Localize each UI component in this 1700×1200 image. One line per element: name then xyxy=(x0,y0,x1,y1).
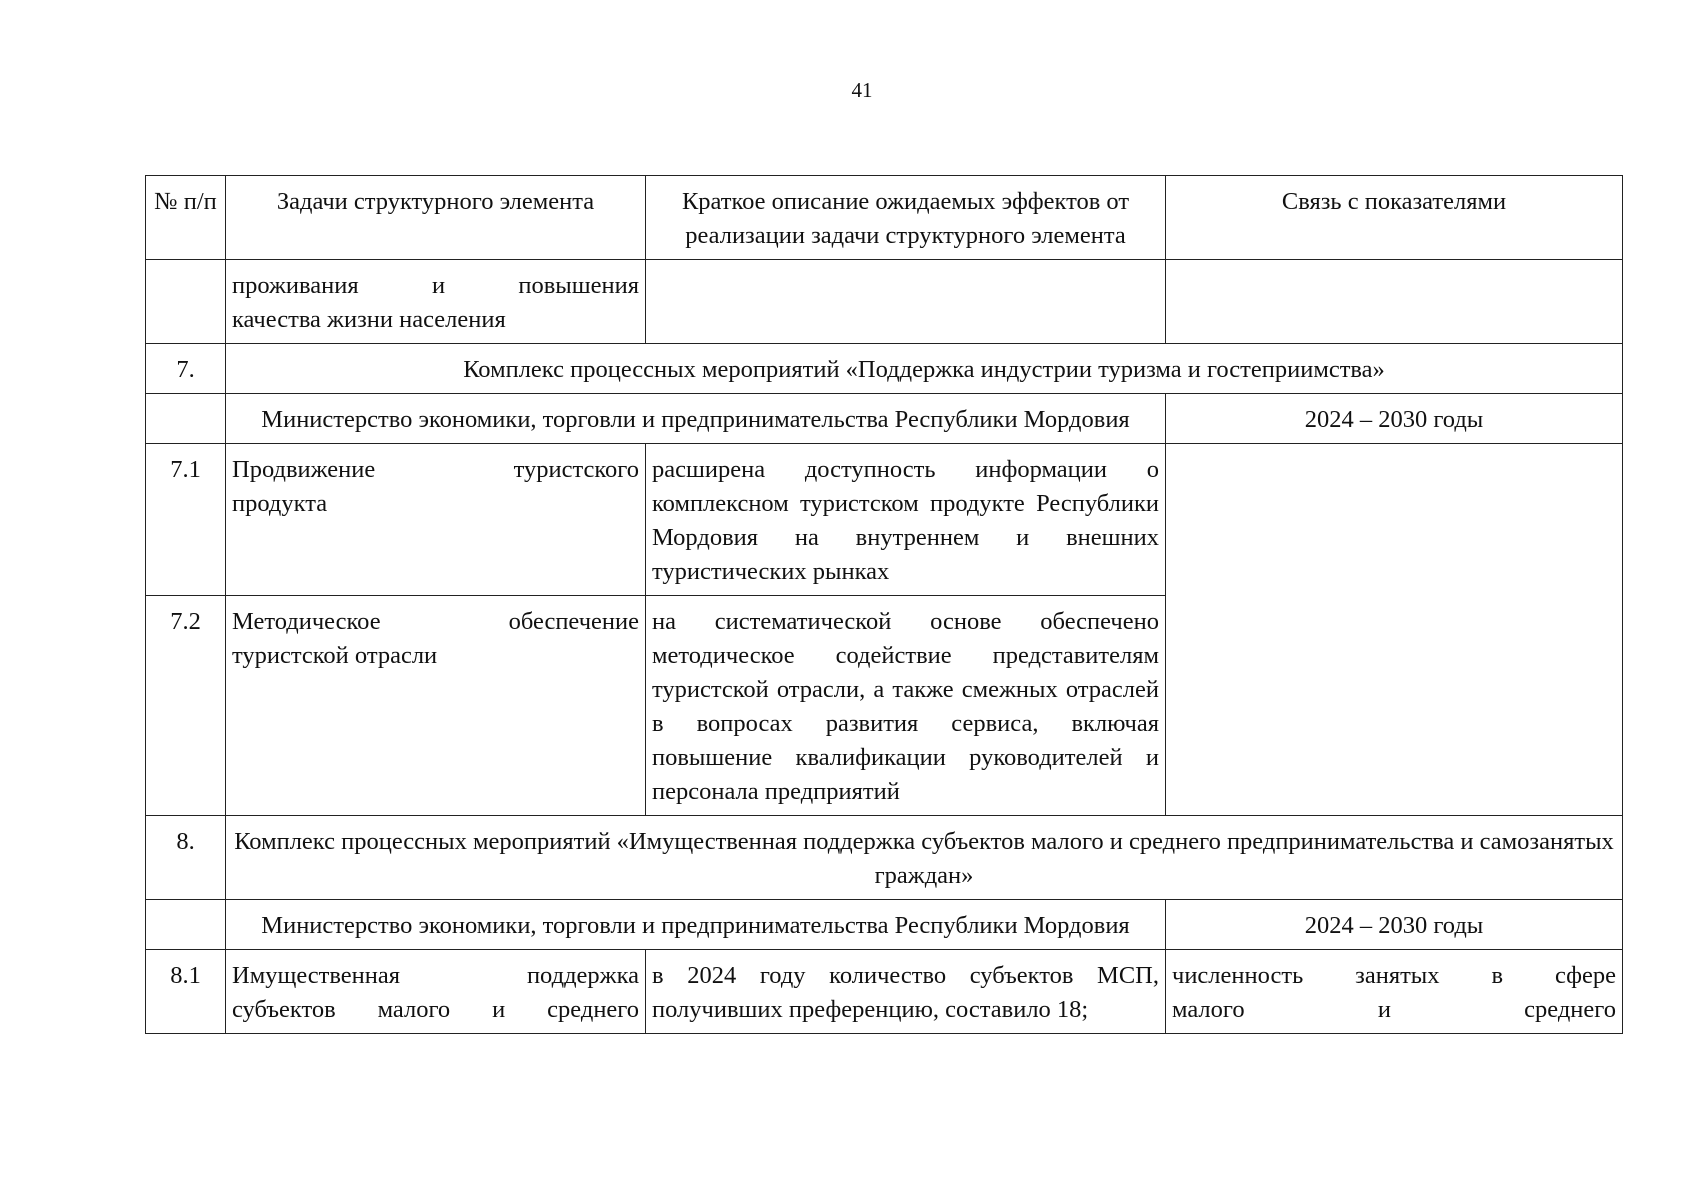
cell-num xyxy=(146,394,226,444)
header-effects: Краткое описание ожидаемых эффектов от реализации задачи структурного элемента xyxy=(646,176,1166,260)
cell-effect: расширена доступность информации о комплексном туристском продукте Республики Мордовия на внутреннем и внешних туристических рынках xyxy=(646,444,1166,596)
table-row xyxy=(146,444,1623,596)
link-line: численность занятых в сфере xyxy=(1172,962,1616,989)
ministry-name: Министерство экономики, торговли и предпринимательства Республики Мордовия xyxy=(226,900,1166,950)
cell-effect: в 2024 году количество субъектов МСП, получивших преференцию, составило 18; xyxy=(646,950,1166,1034)
cell-task xyxy=(226,950,646,1034)
cell-link xyxy=(1166,444,1623,816)
page-number: 41 xyxy=(851,78,873,102)
task-line: качества жизни населения xyxy=(232,306,506,333)
ministry-name: Министерство экономики, торговли и предпринимательства Республики Мордовия xyxy=(226,394,1166,444)
period: 2024 – 2030 годы xyxy=(1166,900,1623,950)
section-num: 8. xyxy=(146,816,226,900)
table-row xyxy=(146,260,1623,344)
header-num: № п/п xyxy=(146,176,226,260)
period: 2024 – 2030 годы xyxy=(1166,394,1623,444)
task-line: проживания и повышения xyxy=(232,272,639,299)
cell-effect: на систематической основе обеспечено методическое содействие представителям туристской отрасли, а также смежных отраслей в вопросах развития сервиса, включая повышение квалификации руководителей и персонала предприятий xyxy=(646,596,1166,816)
measures-table xyxy=(145,175,1623,1034)
task-line: Продвижение туристского xyxy=(232,456,639,483)
task-line: Имущественная поддержка xyxy=(232,962,639,989)
task-line: туристской отрасли xyxy=(232,642,438,669)
table-row xyxy=(146,950,1623,1034)
cell-task xyxy=(226,444,646,596)
cell-task xyxy=(226,596,646,816)
link-line: малого и среднего xyxy=(1172,996,1616,1023)
header-tasks: Задачи структурного элемента xyxy=(226,176,646,260)
cell-task xyxy=(226,260,646,344)
section-row xyxy=(146,816,1623,900)
row-num: 8.1 xyxy=(146,950,226,1034)
cell-effect xyxy=(646,260,1166,344)
cell-link xyxy=(1166,260,1623,344)
row-num: 7.2 xyxy=(146,596,226,816)
ministry-row xyxy=(146,900,1623,950)
ministry-row xyxy=(146,394,1623,444)
task-line: продукта xyxy=(232,490,328,517)
cell-num xyxy=(146,900,226,950)
row-num: 7.1 xyxy=(146,444,226,596)
table-header-row xyxy=(146,176,1623,260)
task-line: субъектов малого и среднего xyxy=(232,996,639,1023)
header-link: Связь с показателями xyxy=(1166,176,1623,260)
task-line: Методическое обеспечение xyxy=(232,608,639,635)
cell-num xyxy=(146,260,226,344)
section-title: Комплекс процессных мероприятий «Поддержка индустрии туризма и гостеприимства» xyxy=(226,344,1623,394)
section-row xyxy=(146,344,1623,394)
cell-link xyxy=(1166,950,1623,1034)
section-num: 7. xyxy=(146,344,226,394)
section-title: Комплекс процессных мероприятий «Имущественная поддержка субъектов малого и среднего предпринимательства и самозанятых граждан» xyxy=(226,816,1623,900)
